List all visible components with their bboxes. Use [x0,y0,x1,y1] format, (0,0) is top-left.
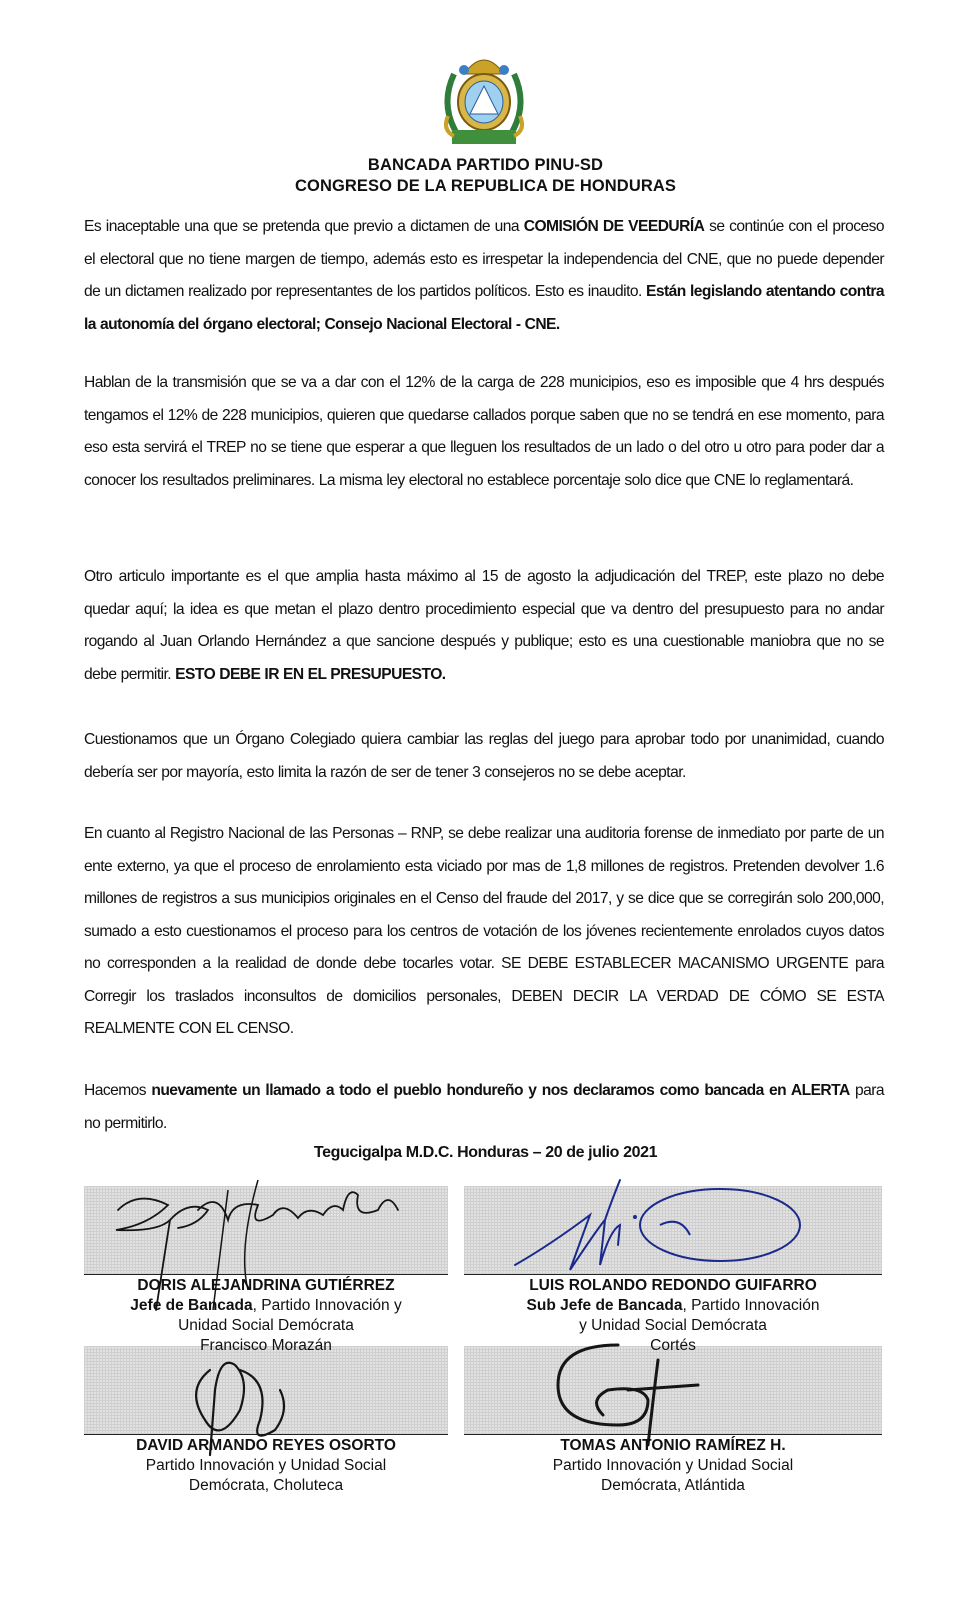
signatory-line: Partido Innovación y Unidad Social [145,1457,387,1474]
coat-of-arms-seal [434,44,534,152]
signatory-name: TOMAS ANTONIO RAMÍREZ H. [560,1437,786,1454]
signatory-3 [84,1436,448,1496]
signatory-line: Demócrata, Choluteca [188,1477,344,1494]
paragraph-rnp: En cuanto al Registro Nacional de las Personas – RNP, se debe realizar una auditoria forense de inmediato por parte de un ente externo, ya que el proceso de enrolamiento esta viciado por mas de 1,8 millones de registros. Pretenden devolver 1.6 millones de registros a sus municipios originales en el Censo del fraude del 2017, y se dice que se corregirán solo 200,000, sumado a esto cuestionamos el proceso para los centros de votación de los jóvenes recientemente enrolados cuyos datos no corresponden a la realidad de donde debe tocarles votar. SE DEBE ESTABLECER MACANISMO URGENTE para Corregir los traslados inconsultos de domicilios personales, DEBEN DECIR LA VERDAD DE CÓMO SE ESTA REALMENTE CON EL CENSO. [84,825,884,1037]
signatory-line: Unidad Social Demócrata [178,1317,354,1334]
signatory-line-text: , Partido Innovación y [252,1297,402,1314]
signatory-department: Francisco Morazán [200,1337,332,1354]
paragraph-trep: Otro articulo importante es el que amplia hasta máximo al 15 de agosto la adjudicación del TREP, este plazo no debe quedar aquí; la idea es que metan el plazo dentro procedimiento especial que va dentro del presupuesto para no andar rogando al Juan Orlando Hernández a que sancione después y publique; esto es una cuestionable maniobra que no se debe permitir. ESTO DEBE IR EN EL PRESUPUESTO. [84,568,884,683]
paragraph-transmision: Hablan de la transmisión que se va a dar con el 12% de la carga de 228 municipios, eso es imposible que 4 hrs después tengamos el 12% de 228 municipios, quieren que quedarse callados porque saben que no se tendrá en ese momento, para eso esta servirá el TREP no se tiene que esperar a que lleguen los resultados de un lado o del otro u otro para poder dar a conocer los resultados preliminares. La misma ley electoral no establece porcentaje solo dice que CNE lo reglamentará. [84,374,884,489]
signatory-line [464,1296,882,1316]
signatory-name: DAVID ARMANDO REYES OSORTO [136,1437,396,1454]
seal-base [452,130,516,144]
signatory-line: Partido Innovación y Unidad Social [552,1457,794,1474]
signatory-line-text: , Partido Innovación [682,1297,820,1314]
paragraph-llamado: Hacemos nuevamente un llamado a todo el pueblo hondureño y nos declaramos como bancada en ALERTA para no permitirlo. [84,1082,885,1132]
signatory-line [84,1296,448,1316]
place-date: Tegucigalpa M.D.C. Honduras – 20 de julio 2021 [313,1144,658,1161]
signatory-4 [464,1436,882,1496]
signatory-role: Sub Jefe de Bancada [526,1297,683,1314]
signatory-role: Jefe de Bancada [130,1297,253,1314]
seal-laurel-right [512,74,521,132]
paragraph-veeduria: Es inaceptable una que se pretenda que previo a dictamen de una COMISIÓN DE VEEDURÍA se continúe con el proceso el electoral que no tiene margen de tiempo, además esto es irrespetar la independencia del CNE, que no puede depender de un dictamen realizado por representantes de los partidos políticos. Esto es inaudito. Están legislando atentando contra la autonomía del órgano electoral; Consejo Nacional Electoral - CNE. [84,218,884,333]
paragraph-organo-colegiado: Cuestionamos que un Órgano Colegiado quiera cambiar las reglas del juego para aprobar todo por unanimidad, cuando debería ser por mayoría, esto limita la razón de ser de tener 3 consejeros no se debe aceptar. [84,731,884,781]
signatory-department: Cortés [650,1337,696,1354]
seal-flag-right [499,65,509,75]
signatory-2 [464,1276,882,1356]
signatory-line: y Unidad Social Demócrata [579,1317,767,1334]
signatory-name: LUIS ROLANDO REDONDO GUIFARRO [529,1277,817,1294]
header-party: BANCADA PARTIDO PINU-SD [367,156,604,174]
seal-laurel-left [447,74,456,132]
signatory-name: DORIS ALEJANDRINA GUTIÉRREZ [137,1277,395,1294]
seal-flag-left [459,65,469,75]
handwritten-signature-2 [510,1175,810,1285]
header-congress: CONGRESO DE LA REPUBLICA DE HONDURAS [295,177,676,195]
signatory-line: Demócrata, Atlántida [601,1477,745,1494]
signatory-1 [84,1276,448,1356]
seal-crest [464,60,504,74]
